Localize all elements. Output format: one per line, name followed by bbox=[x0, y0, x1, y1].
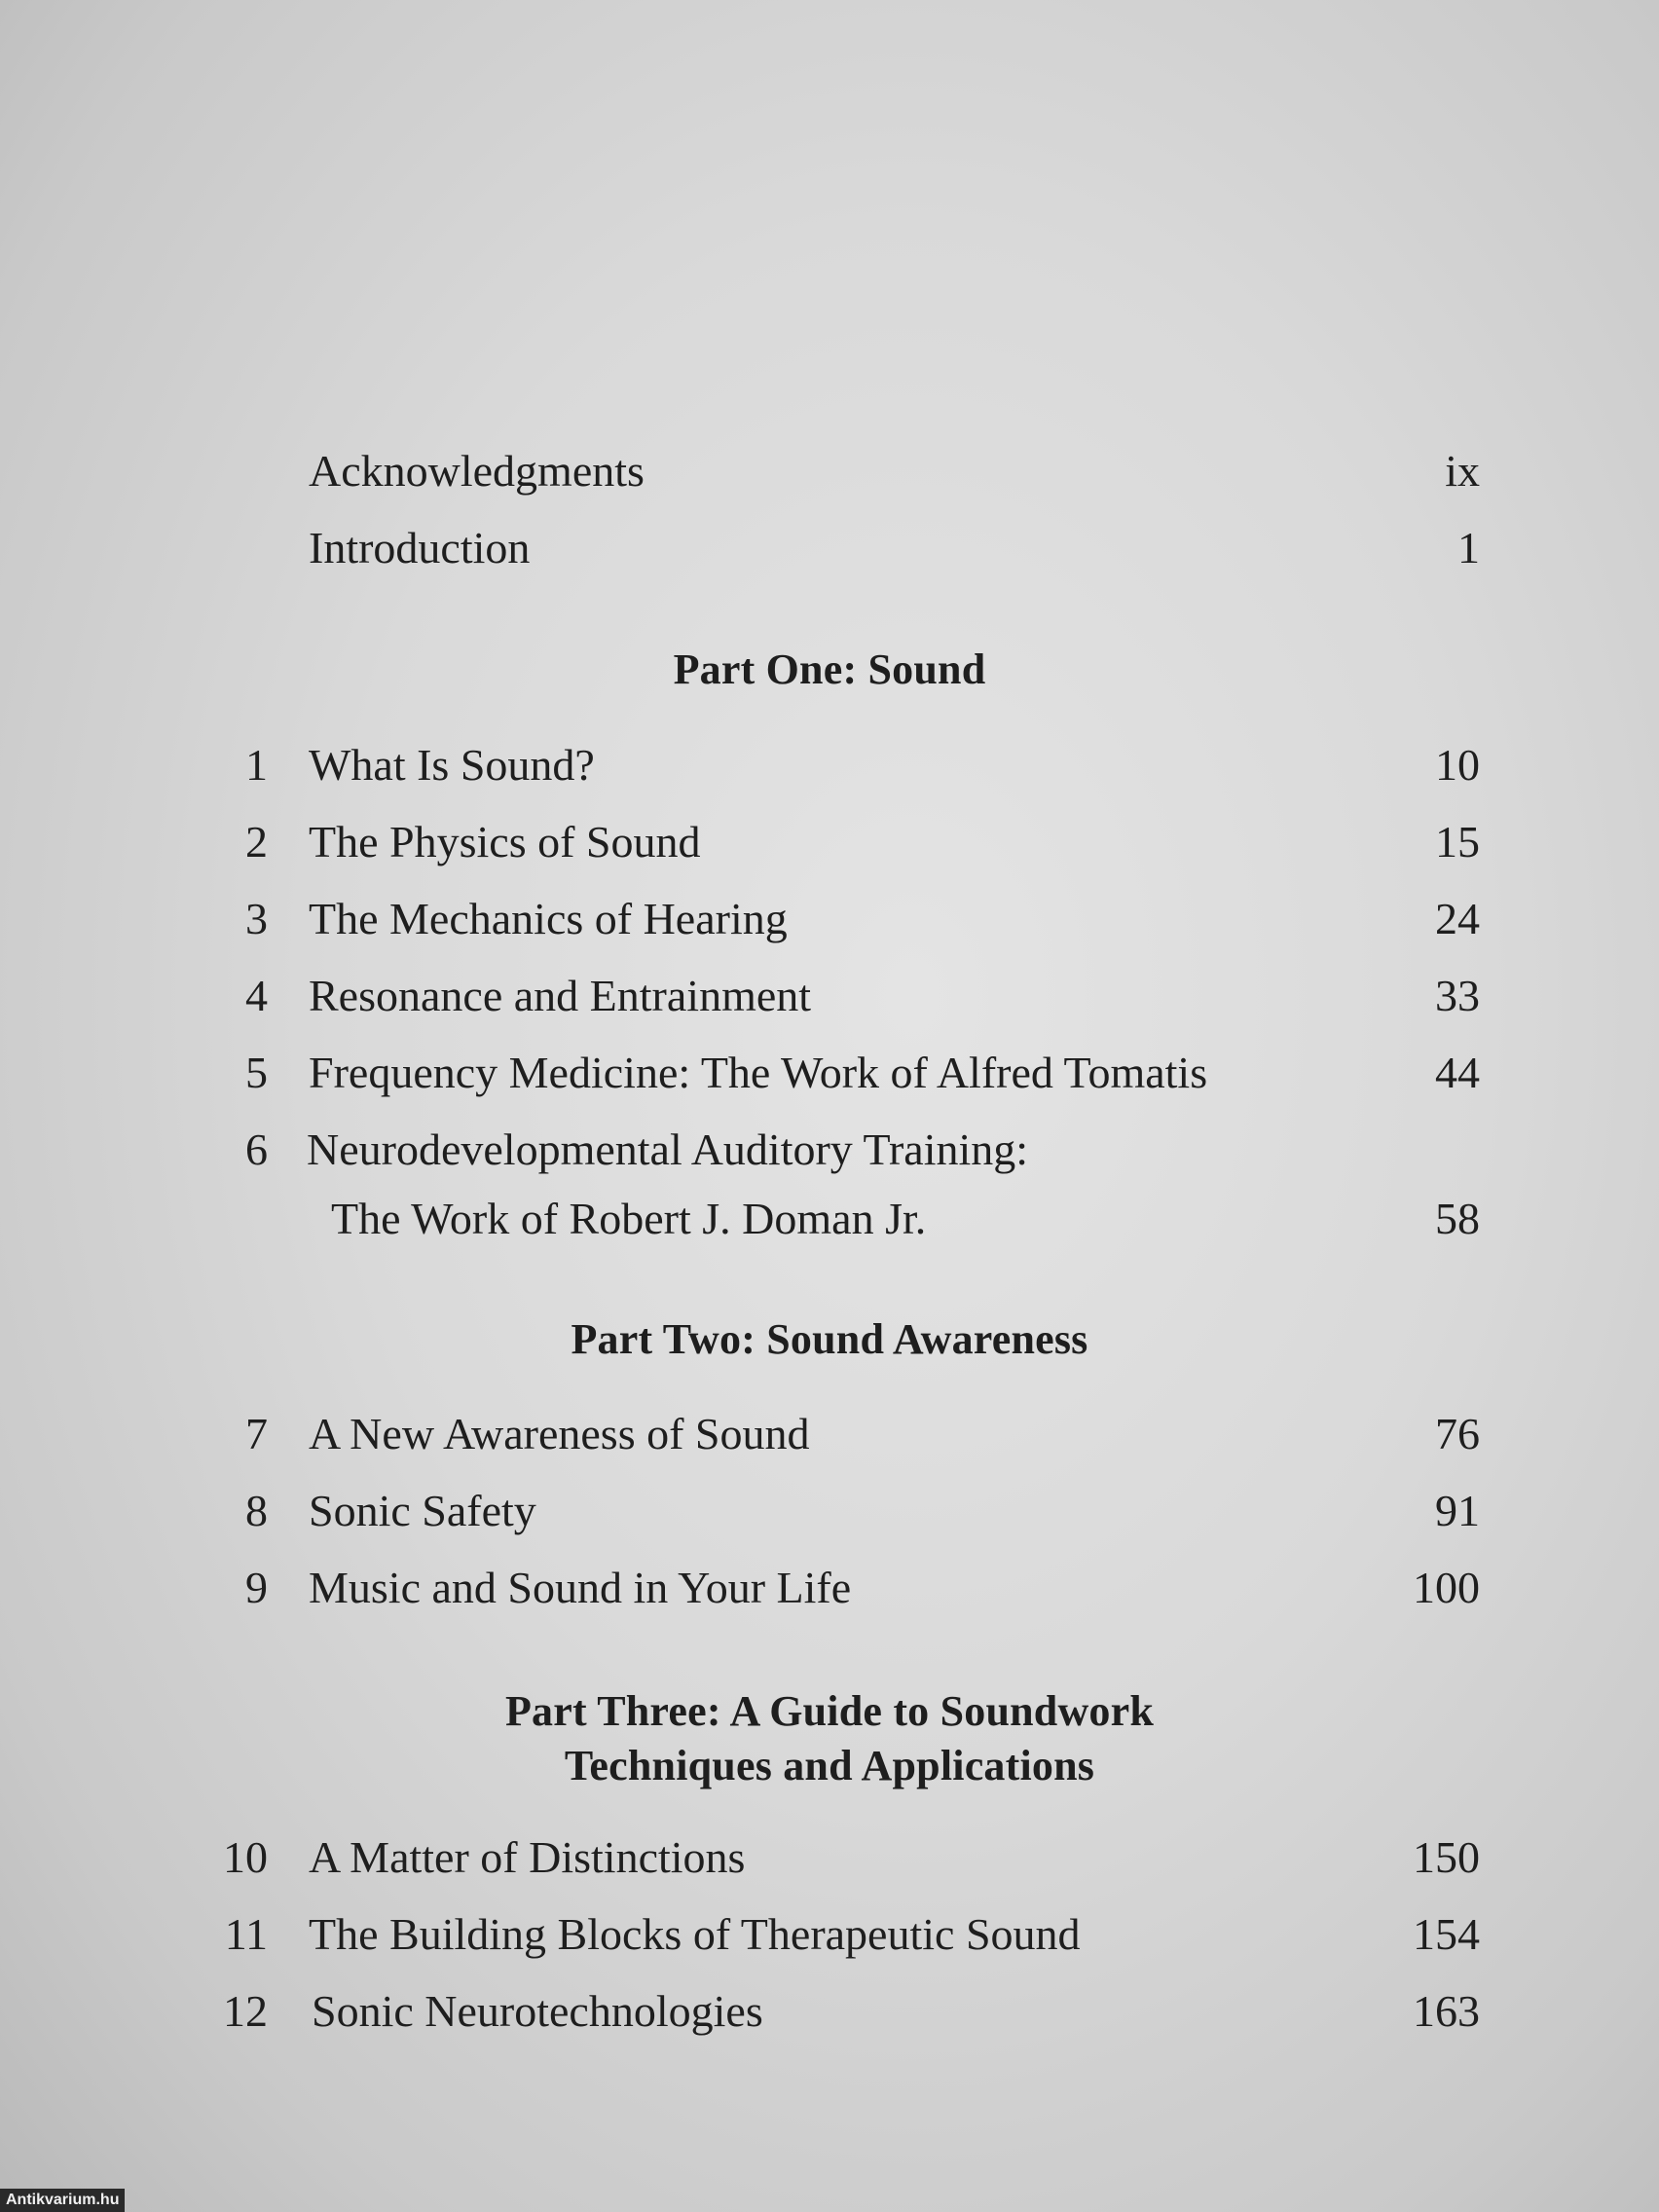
toc-title: Introduction bbox=[309, 523, 531, 572]
chapter-page: 10 bbox=[1435, 740, 1480, 790]
chapter-page: 24 bbox=[1435, 894, 1480, 943]
chapter-number: 6 bbox=[245, 1124, 268, 1174]
chapter-title: Neurodevelopmental Auditory Training: bbox=[307, 1124, 1029, 1174]
chapter-title: A New Awareness of Sound bbox=[309, 1409, 810, 1458]
chapter-page: 58 bbox=[1435, 1194, 1480, 1243]
chapter-page: 15 bbox=[1435, 817, 1480, 866]
chapter-number: 10 bbox=[223, 1832, 268, 1882]
chapter-number: 7 bbox=[245, 1409, 268, 1458]
chapter-page: 33 bbox=[1435, 971, 1480, 1020]
part-heading-line-1: Part Three: A Guide to Soundwork bbox=[504, 1687, 1155, 1735]
chapter-title: Resonance and Entrainment bbox=[309, 971, 812, 1020]
chapter-page: 44 bbox=[1435, 1048, 1480, 1097]
chapter-title: Frequency Medicine: The Work of Alfred Tomatis bbox=[309, 1048, 1208, 1097]
chapter-title: The Building Blocks of Therapeutic Sound bbox=[309, 1909, 1081, 1959]
chapter-page: 91 bbox=[1435, 1486, 1480, 1535]
chapter-title: The Physics of Sound bbox=[309, 817, 701, 866]
chapter-number: 8 bbox=[245, 1486, 268, 1535]
chapter-number: 2 bbox=[245, 817, 268, 866]
chapter-page: 100 bbox=[1413, 1563, 1480, 1612]
chapter-page: 163 bbox=[1413, 1986, 1480, 2036]
chapter-page: 150 bbox=[1413, 1832, 1480, 1882]
chapter-title: What Is Sound? bbox=[309, 740, 595, 790]
chapter-number: 11 bbox=[224, 1909, 268, 1959]
chapter-number: 4 bbox=[245, 971, 268, 1020]
chapter-number: 1 bbox=[245, 740, 268, 790]
chapter-title: Sonic Neurotechnologies bbox=[312, 1986, 763, 2036]
chapter-title-continued: The Work of Robert J. Doman Jr. bbox=[331, 1194, 927, 1243]
part-heading: Part Two: Sound Awareness bbox=[571, 1315, 1088, 1363]
chapter-number: 12 bbox=[223, 1986, 268, 2036]
chapter-title: The Mechanics of Hearing bbox=[309, 894, 788, 943]
chapter-number: 3 bbox=[245, 894, 268, 943]
toc-page-number: 1 bbox=[1457, 523, 1480, 572]
part-heading: Part One: Sound bbox=[673, 645, 986, 693]
chapter-title: A Matter of Distinctions bbox=[309, 1832, 746, 1882]
chapter-page: 154 bbox=[1413, 1909, 1480, 1959]
watermark: Antikvarium.hu bbox=[0, 2189, 125, 2212]
chapter-title: Sonic Safety bbox=[309, 1486, 536, 1535]
chapter-number: 9 bbox=[245, 1563, 268, 1612]
part-heading-line-2: Techniques and Applications bbox=[564, 1742, 1095, 1789]
chapter-title: Music and Sound in Your Life bbox=[309, 1563, 852, 1612]
chapter-number: 5 bbox=[245, 1048, 268, 1097]
chapter-page: 76 bbox=[1435, 1409, 1480, 1458]
toc-title: Acknowledgments bbox=[309, 446, 645, 496]
toc-page-number: ix bbox=[1445, 446, 1480, 496]
